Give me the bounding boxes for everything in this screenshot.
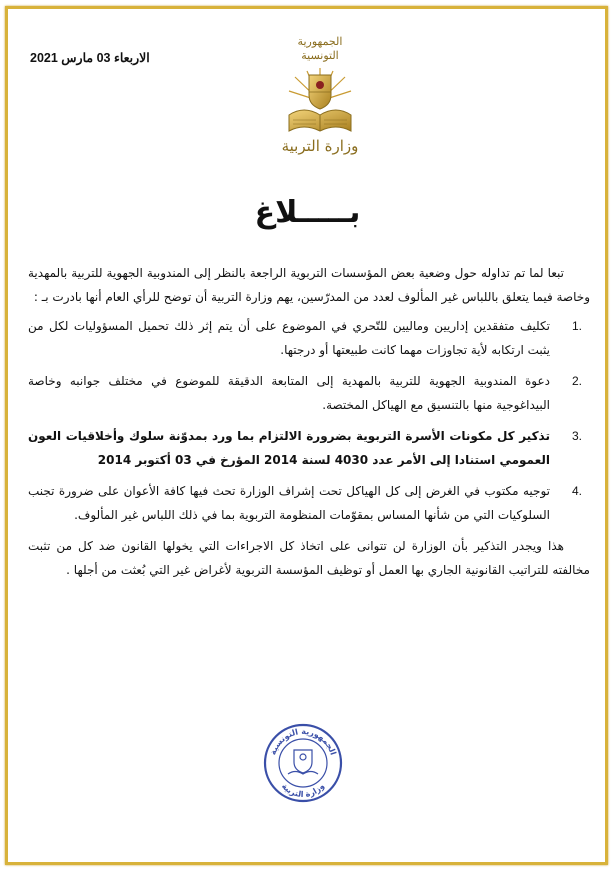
closing-paragraph: هذا ويجدر التذكير بأن الوزارة لن تتوانى على اتخاذ كل الاجراءات التي يخولها القانون ضد كل من تثبت مخالفته للتراتيب القانونية الجاري بها العمل أو توظيف المؤسسة التربوية لأغراض غير التي بُعثت من أجلها . <box>28 539 590 577</box>
list-item <box>28 425 590 472</box>
list-item-text: توجيه مكتوب في الغرض إلى كل الهياكل تحت إشراف الوزارة تحث فيها كافة الأعوان على ضرورة تجنب السلوكيات التي من شأنها المساس بمقوّمات المنظومة التربوية بما في ذلك اللباس غير المألوف. <box>28 484 550 522</box>
ministry-label: وزارة التربية <box>281 137 359 155</box>
list-item <box>28 370 590 417</box>
document-body <box>28 262 590 588</box>
stamp-top-text: الجمهورية التونسية <box>268 726 338 757</box>
coat-of-arms-icon <box>285 65 355 137</box>
republic-label: الجمهورية التونسية <box>297 35 343 62</box>
ministry-emblem <box>280 35 360 165</box>
stamp-bottom-text: وزارة التربية <box>279 781 327 800</box>
list-item-text: تكليف متفقدين إداريين وماليين للتّحري في الموضوع على أن يتم إثر ذلك تحميل المسؤوليات لكل من يثبت ارتكابه لأية تجاوزات مهما كانت طبيعتها أو درجتها. <box>28 319 550 357</box>
list-item-number: .2 <box>571 374 582 388</box>
intro-paragraph: تبعا لما تم تداوله حول وضعية بعض المؤسسات التربوية الراجعة بالنظر إلى المندوبية الجهوية للتربية بالمهدية وخاصة فيما يتعلق باللباس غير المألوف لعدد من المدرّسين، يهم وزارة التربية أن توضح للرأي العام أنها بادرت بـ : <box>28 266 590 304</box>
list-item-text: دعوة المندوبية الجهوية للتربية بالمهدية إلى المتابعة الدقيقة للموضوع في مختلف جوانبه وخاصة البيداغوجية منها بالتنسيق مع الهياكل المختصة. <box>28 374 550 412</box>
list-item <box>28 480 590 527</box>
svg-text:الجمهورية التونسية <box>268 727 338 756</box>
document-date: الاربعاء 03 مارس 2021 <box>30 51 150 65</box>
list-item-number: .3 <box>571 429 582 443</box>
official-stamp-icon <box>262 722 344 804</box>
list-item-number: .4 <box>571 484 582 498</box>
list-item-text: تذكير كل مكونات الأسرة التربوية بضرورة الالتزام بما ورد بمدوّنة سلوك وأخلاقيات العون العمومي استنادا إلى الأمر عدد 4030 لسنة 2014 المؤرخ في 03 أكتوبر 2014 <box>28 429 550 467</box>
list-item-number: .1 <box>571 319 582 333</box>
list-item <box>28 315 590 362</box>
document-title: بـــــلاغ <box>254 195 361 230</box>
